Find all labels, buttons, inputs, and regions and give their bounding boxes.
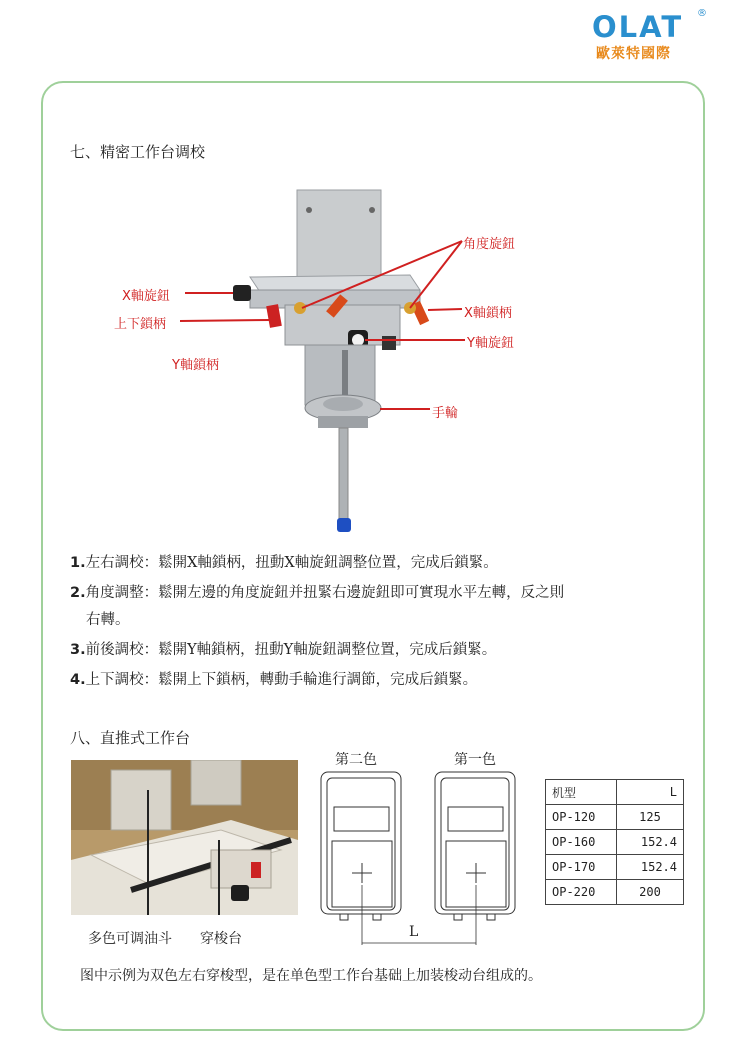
shuttle-table-photo	[71, 760, 298, 915]
label-first-color: 第一色	[454, 752, 496, 768]
adjustment-steps	[70, 550, 670, 694]
table-row: OP-160 152.4	[546, 830, 684, 855]
callout-x-lock: X軸鎖柄	[464, 306, 512, 321]
table-header-row: 机型 L	[546, 780, 684, 805]
registered-mark: ®	[697, 8, 707, 19]
callout-handwheel: 手輪	[432, 406, 459, 421]
brand-logo	[588, 8, 718, 62]
step-3: 3.前後調校：鬆開Y軸鎖柄，扭動Y軸旋鈕調整位置，完成后鎖緊。	[70, 642, 497, 658]
table-row: OP-170 152.4	[546, 855, 684, 880]
table-row: OP-120 125	[546, 805, 684, 830]
label-second-color: 第二色	[335, 752, 377, 768]
caption-shuttle: 穿梭台	[200, 931, 242, 947]
caption-ink-cup: 多色可调油斗	[88, 931, 172, 947]
step-4: 4.上下調校：鬆開上下鎖柄，轉動手輪進行調節，完成后鎖緊。	[70, 672, 478, 688]
brand-subtitle: 歐萊特國際	[596, 46, 671, 62]
step-2: 2.角度調整：鬆開左邊的角度旋鈕并扭緊右邊旋鈕即可實現水平左轉，反之則 右轉。	[70, 585, 565, 628]
section7-heading: 七、精密工作台调校	[70, 143, 206, 161]
callout-y-knob: Y軸旋鈕	[467, 336, 514, 351]
footnote: 图中示例为双色左右穿梭型，是在单色型工作台基础上加装梭动台组成的。	[80, 968, 542, 984]
table-row: OP-220 200	[546, 880, 684, 905]
callout-x-knob: X軸旋鈕	[122, 289, 170, 304]
brand-name: OLAT	[592, 10, 684, 44]
callout-angle-knob: 角度旋鈕	[463, 237, 516, 252]
spec-table	[545, 779, 684, 905]
section8-heading: 八、直推式工作台	[70, 729, 191, 747]
callout-y-lock: Y軸鎖柄	[172, 358, 219, 373]
step-1: 1.左右調校：鬆開X軸鎖柄，扭動X軸旋鈕調整位置，完成后鎖緊。	[70, 555, 498, 571]
shuttle-diagram	[318, 745, 533, 950]
callout-updown-lock: 上下鎖柄	[114, 317, 167, 332]
dimension-label: L	[409, 924, 419, 940]
